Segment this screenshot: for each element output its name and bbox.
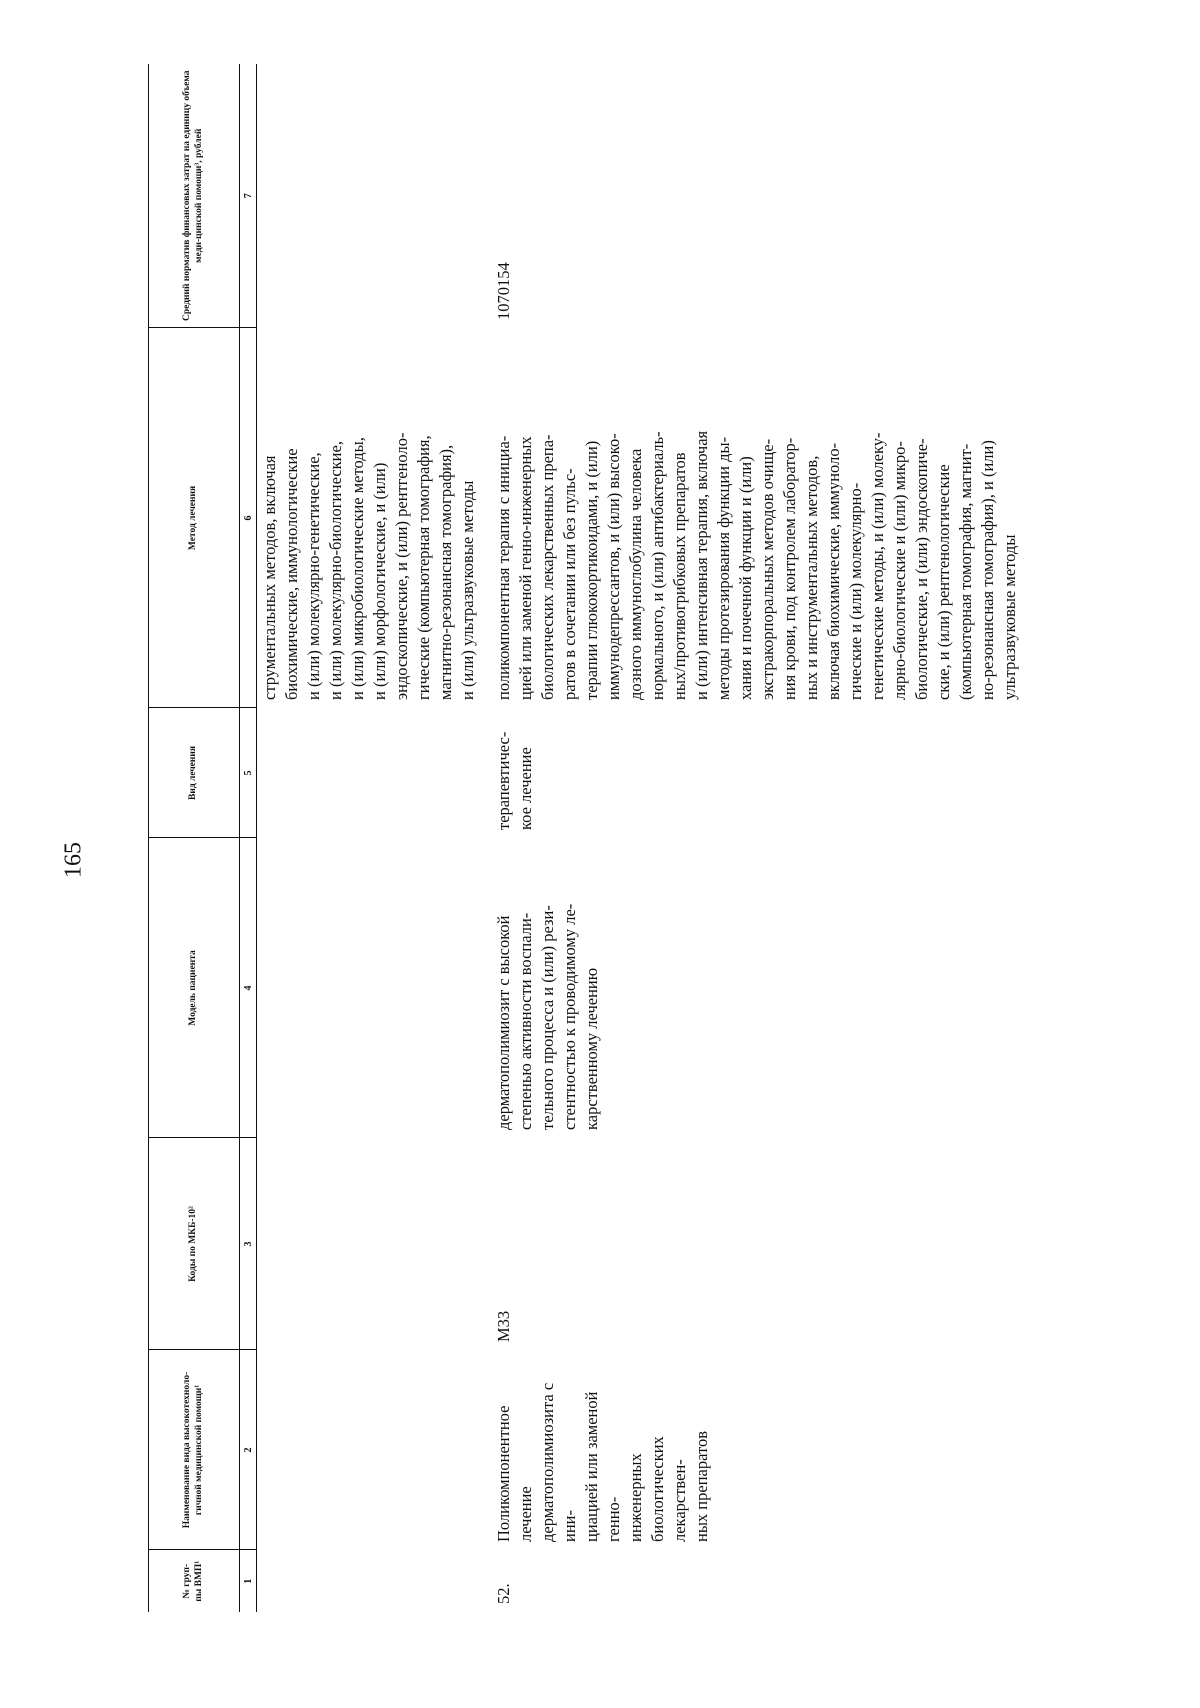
column-number: 7 [240, 64, 257, 328]
treatment-type: терапевтичес- кое лечение [494, 731, 535, 830]
cost-value: 1070154 [494, 262, 513, 320]
header-treatment-method: Метод лечения [149, 328, 240, 708]
header-row [149, 64, 240, 1612]
column-numbers-row [240, 64, 257, 1612]
column-number: 1 [240, 1550, 257, 1612]
column-number: 3 [240, 1138, 257, 1350]
header-patient-model: Модель пациента [149, 838, 240, 1138]
group-number: 52. [494, 1583, 513, 1604]
header-group-number: № груп- пы ВМП¹ [149, 1550, 240, 1612]
column-number: 4 [240, 838, 257, 1138]
table-row-52 [479, 64, 1021, 1612]
column-number: 2 [240, 1350, 257, 1550]
icd-code: M33 [494, 1310, 513, 1342]
treatment-method: поликомпонентная терапия с инициа- цией или заменой генно-инженерных биологических лекарственных препа- ратов в сочетании или без пульс- терапии глюкокортикоидами, и (или) иммунодепрессантов, и (или) высоко- дозного иммуноглобулина человека нормального, и (или) антибактериаль- ных/противогрибковых препаратов и (или) интенсивная терапия, включая методы протезирования функции ды- хания и почечной функции и (или) экстракорпоральных методов очище- ния крови, под контролем лаборатор- ных и инструментальных методов, включая биохимические, иммуноло- гические и (или) молекулярно- генетические методы, и (или) молеку- лярно-биологические и (или) микро- биологические, и (или) эндоскопиче- ские, и (или) рентгенологические (компьютерная томография, магнит- но-резонансная томография), и (или) ультразвуковые методы [494, 430, 1019, 700]
header-icd-codes: Коды по МКБ-10² [149, 1138, 240, 1350]
header-cost-standard: Средний норматив финансовых затрат на единицу объема меди-цинской помощи³, рублей [149, 64, 240, 328]
table-row-continued [257, 64, 480, 1612]
vmp-table [148, 64, 1021, 1612]
header-vmp-name: Наименование вида высокотехноло- гичной медицинской помощи¹ [149, 1350, 240, 1550]
column-number: 5 [240, 708, 257, 838]
treatment-method-continued: струментальных методов, включая биохимические, иммунологические и (или) молекулярно-генетические, и (или) молекулярно-биологические, и (или) микробиологические методы, и (или) морфологические, и (или) эндоскопические, и (или) рентгеноло- гические (компьютерная томография, магнитно-резонансная томография), и (или) ультразвуковые методы [260, 432, 477, 700]
column-number: 6 [240, 328, 257, 708]
page-number: 165 [60, 842, 87, 878]
vmp-name: Поликомпонентное лечение дерматополимиозита с ини- циацией или заменой генно- инженерных биологических лекарствен- ных препаратов [494, 1382, 711, 1542]
header-treatment-type: Вид лечения [149, 708, 240, 838]
patient-model: дерматополимиозит с высокой степенью активности воспали- тельного процесса и (или) рези- стентностью к проводимому ле- карственному лечению [494, 903, 601, 1130]
document-table-rotated [148, 64, 1188, 1612]
